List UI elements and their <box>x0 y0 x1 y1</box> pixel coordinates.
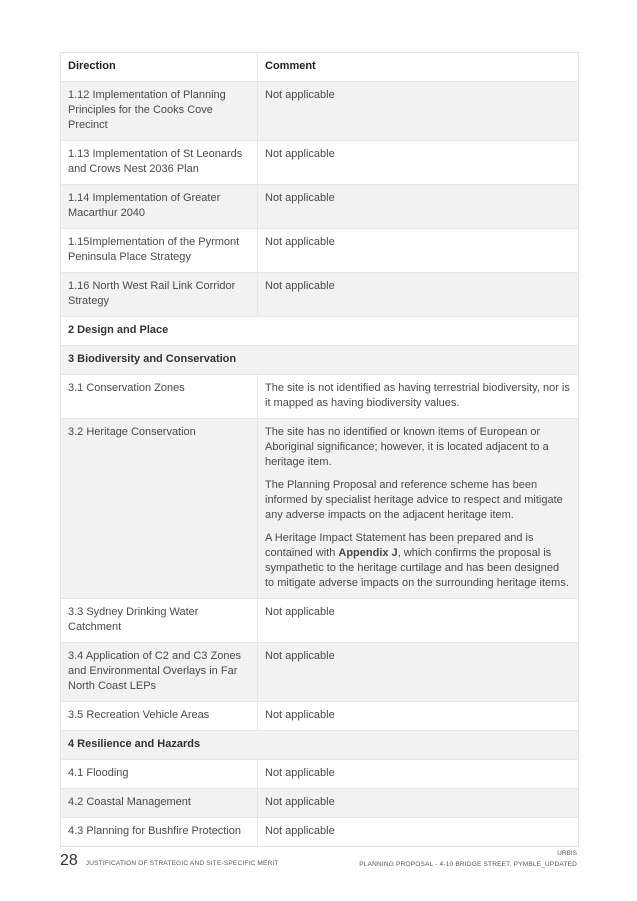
comment-cell: Not applicable <box>265 236 335 248</box>
direction-cell: 3.5 Recreation Vehicle Areas <box>61 702 258 730</box>
comment-cell: Not applicable <box>265 709 335 721</box>
table-row <box>61 759 578 788</box>
direction-cell: 3.4 Application of C2 and C3 Zones and Environmental Overlays in Far North Coast LEPs <box>61 643 258 701</box>
header-comment: Comment <box>265 60 316 72</box>
section-heading-design-place: 2 Design and Place <box>68 324 169 336</box>
table-row <box>61 418 578 598</box>
footer-brand: URBIS <box>557 850 577 857</box>
comment-text: , which confirms the proposal is sympathetic to the heritage curtilage and has been designed to mitigate adverse impacts on the surrounding heritage items. <box>265 547 569 589</box>
footer-left <box>60 852 279 870</box>
table-row <box>61 140 578 184</box>
comment-cell: Not applicable <box>265 280 335 292</box>
comment-cell: Not applicable <box>265 606 335 618</box>
comment-cell: Not applicable <box>265 192 335 204</box>
comment-paragraph <box>265 531 571 591</box>
direction-cell: 1.16 North West Rail Link Corridor Strategy <box>61 273 258 316</box>
footer-right <box>359 850 577 868</box>
section-heading-resilience: 4 Resilience and Hazards <box>68 738 201 750</box>
footer-project-title: PLANNING PROPOSAL - 4-10 BRIDGE STREET, PYMBLE_UPDATED <box>359 861 577 868</box>
table-row <box>61 272 578 316</box>
comment-cell: Not applicable <box>265 148 335 160</box>
table-row <box>61 642 578 701</box>
table-row <box>61 817 578 846</box>
comment-cell: Not applicable <box>265 650 335 662</box>
section-row <box>61 730 578 759</box>
appendix-reference: Appendix J <box>338 547 398 559</box>
page-number: 28 <box>60 852 78 869</box>
direction-cell: 1.15Implementation of the Pyrmont Peninsula Place Strategy <box>61 229 258 272</box>
direction-cell: 3.2 Heritage Conservation <box>61 419 258 598</box>
comment-cell <box>258 419 578 598</box>
direction-cell: 1.12 Implementation of Planning Principles for the Cooks Cove Precinct <box>61 82 258 140</box>
comment-cell: Not applicable <box>265 825 335 837</box>
section-row <box>61 316 578 345</box>
comment-cell: Not applicable <box>265 796 335 808</box>
direction-cell: 1.14 Implementation of Greater Macarthur 2040 <box>61 185 258 228</box>
header-direction: Direction <box>61 53 258 81</box>
table-row <box>61 788 578 817</box>
footer-section-title: JUSTIFICATION OF STRATEGIC AND SITE-SPECIFIC MERIT <box>85 860 279 867</box>
table-row <box>61 228 578 272</box>
direction-cell: 4.2 Coastal Management <box>61 789 258 817</box>
direction-cell: 4.3 Planning for Bushfire Protection <box>61 818 258 846</box>
table-header-row <box>61 53 578 81</box>
comment-paragraph: The site has no identified or known items of European or Aboriginal significance; however, it is located adjacent to a heritage item. <box>265 426 549 468</box>
section-row <box>61 345 578 374</box>
table-row <box>61 184 578 228</box>
comment-cell: Not applicable <box>265 767 335 779</box>
comment-paragraph: The Planning Proposal and reference scheme has been informed by specialist heritage advice to respect and mitigate any adverse impacts on the adjacent heritage item. <box>265 479 563 521</box>
table-row <box>61 598 578 642</box>
table-row <box>61 701 578 730</box>
direction-cell: 4.1 Flooding <box>61 760 258 788</box>
comment-text: A Heritage Impact Statement has been prepared and is contained with <box>265 532 534 559</box>
comment-cell: Not applicable <box>265 89 335 101</box>
section-heading-biodiversity: 3 Biodiversity and Conservation <box>68 353 237 365</box>
comment-cell: The site is not identified as having terrestrial biodiversity, nor is it mapped as having biodiversity values. <box>265 382 570 409</box>
direction-cell: 1.13 Implementation of St Leonards and Crows Nest 2036 Plan <box>61 141 258 184</box>
direction-cell: 3.1 Conservation Zones <box>61 375 258 418</box>
table-row <box>61 374 578 418</box>
direction-cell: 3.3 Sydney Drinking Water Catchment <box>61 599 258 642</box>
directions-table <box>60 52 579 847</box>
table-row <box>61 81 578 140</box>
